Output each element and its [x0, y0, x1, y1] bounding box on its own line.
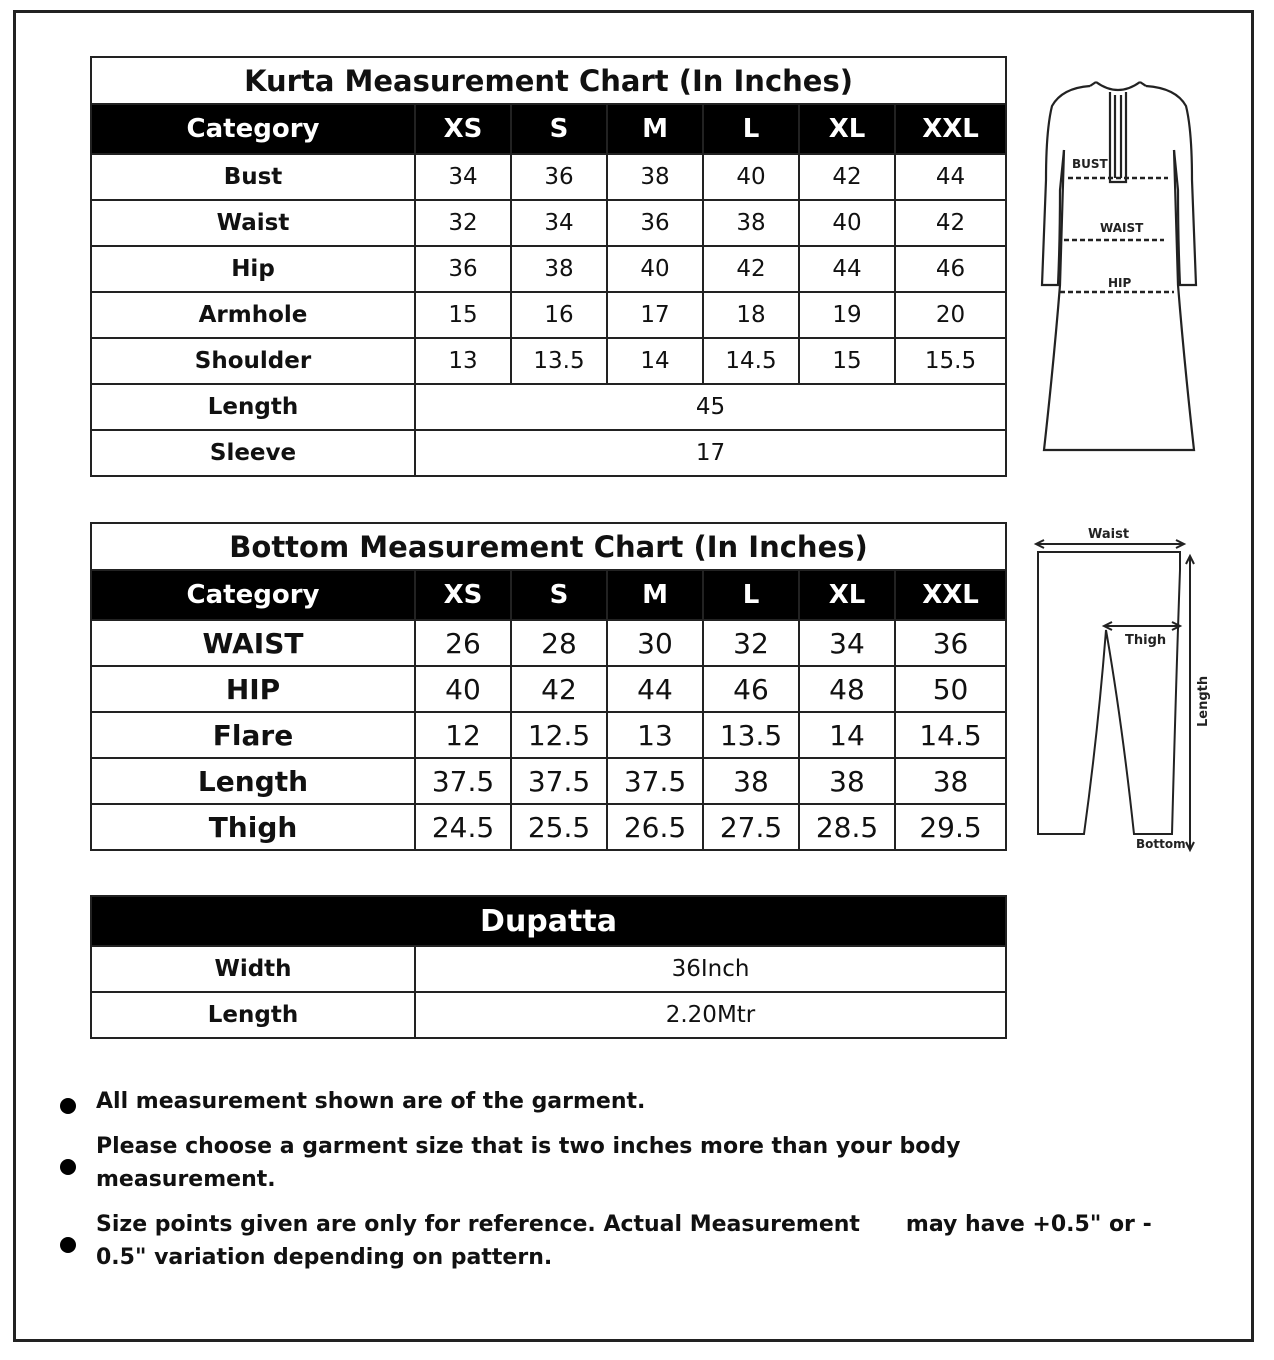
kurta-header-row	[91, 104, 1006, 154]
row-label: Bust	[91, 154, 415, 200]
note-line: 0.5" variation depending on pattern.	[96, 1245, 553, 1270]
table-cell: 46	[895, 246, 1006, 292]
table-cell: 42	[511, 666, 607, 712]
table-cell: 38	[511, 246, 607, 292]
table-cell: 28	[511, 620, 607, 666]
table-cell: 28.5	[799, 804, 895, 850]
bullet-icon	[60, 1098, 76, 1114]
dupatta-table	[90, 895, 1007, 1039]
table-row	[91, 200, 1006, 246]
table-row	[91, 758, 1006, 804]
row-label: Thigh	[91, 804, 415, 850]
header-cell: XS	[415, 570, 511, 620]
table-cell: 34	[415, 154, 511, 200]
kurta-measurement-table	[90, 56, 1007, 477]
table-row	[91, 384, 1006, 430]
bottom-diagram	[1030, 522, 1220, 857]
table-cell: 29.5	[895, 804, 1006, 850]
table-cell: 40	[415, 666, 511, 712]
table-cell: 36	[511, 154, 607, 200]
list-item	[56, 1130, 1036, 1196]
row-label: Length	[91, 992, 415, 1038]
table-cell: 12	[415, 712, 511, 758]
row-label: Armhole	[91, 292, 415, 338]
table-cell: 40	[799, 200, 895, 246]
kurta-diagram	[1030, 70, 1210, 460]
table-cell: 42	[799, 154, 895, 200]
table-cell: 38	[703, 200, 799, 246]
table-cell: 42	[895, 200, 1006, 246]
row-label: Hip	[91, 246, 415, 292]
table-cell: 37.5	[511, 758, 607, 804]
table-cell: 13	[415, 338, 511, 384]
notes-list	[56, 1085, 1152, 1286]
table-row	[91, 804, 1006, 850]
table-cell: 44	[895, 154, 1006, 200]
row-label: Shoulder	[91, 338, 415, 384]
header-cell: Category	[91, 104, 415, 154]
table-cell: 36	[895, 620, 1006, 666]
header-cell: XXL	[895, 104, 1006, 154]
bottom-measurement-table	[90, 522, 1007, 851]
hip-label: HIP	[1108, 276, 1132, 290]
header-cell: L	[703, 570, 799, 620]
table-row	[91, 992, 1006, 1038]
table-cell: 42	[703, 246, 799, 292]
table-cell: 44	[799, 246, 895, 292]
row-label: Sleeve	[91, 430, 415, 476]
table-row	[91, 338, 1006, 384]
table-cell: 20	[895, 292, 1006, 338]
header-cell: S	[511, 570, 607, 620]
row-label: Flare	[91, 712, 415, 758]
table-cell: 24.5	[415, 804, 511, 850]
table-cell: 14	[607, 338, 703, 384]
table-cell: 13.5	[511, 338, 607, 384]
table-row	[91, 246, 1006, 292]
table-cell: 38	[607, 154, 703, 200]
table-row	[91, 666, 1006, 712]
table-cell: 14.5	[895, 712, 1006, 758]
table-cell: 15.5	[895, 338, 1006, 384]
table-row	[91, 620, 1006, 666]
table-cell: 38	[799, 758, 895, 804]
table-cell: 46	[703, 666, 799, 712]
note-line: All measurement shown are of the garment.	[96, 1089, 646, 1114]
kurta-chart-title: Kurta Measurement Chart (In Inches)	[91, 57, 1006, 104]
table-cell: 17	[607, 292, 703, 338]
dupatta-title: Dupatta	[91, 896, 1006, 946]
table-cell: 44	[607, 666, 703, 712]
header-cell: XL	[799, 104, 895, 154]
table-cell: 34	[799, 620, 895, 666]
table-row	[91, 292, 1006, 338]
table-cell: 14	[799, 712, 895, 758]
header-cell: M	[607, 104, 703, 154]
note-line: Please choose a garment size that is two inches more than your body	[96, 1134, 961, 1159]
table-cell: 50	[895, 666, 1006, 712]
merged-cell: 36Inch	[415, 946, 1006, 992]
header-cell: M	[607, 570, 703, 620]
merged-cell: 45	[415, 384, 1006, 430]
table-cell: 15	[799, 338, 895, 384]
merged-cell: 17	[415, 430, 1006, 476]
table-cell: 30	[607, 620, 703, 666]
table-cell: 18	[703, 292, 799, 338]
bust-label: BUST	[1072, 157, 1108, 171]
list-item	[56, 1085, 1036, 1118]
header-cell: XXL	[895, 570, 1006, 620]
table-cell: 38	[703, 758, 799, 804]
row-label: Waist	[91, 200, 415, 246]
bullet-icon	[60, 1159, 76, 1175]
table-cell: 13.5	[703, 712, 799, 758]
table-cell: 40	[607, 246, 703, 292]
list-item	[56, 1208, 1152, 1274]
table-cell: 37.5	[607, 758, 703, 804]
table-cell: 34	[511, 200, 607, 246]
table-cell: 40	[703, 154, 799, 200]
table-cell: 36	[607, 200, 703, 246]
bottom-header-row	[91, 570, 1006, 620]
table-row	[91, 946, 1006, 992]
note-line: Size points given are only for reference. Actual Measurement may have +0.5" or -	[96, 1212, 1152, 1237]
table-row	[91, 430, 1006, 476]
waist-label: WAIST	[1100, 221, 1144, 235]
table-cell: 14.5	[703, 338, 799, 384]
table-cell: 19	[799, 292, 895, 338]
length-label: Length	[1196, 675, 1211, 727]
table-cell: 38	[895, 758, 1006, 804]
table-cell: 13	[607, 712, 703, 758]
bottom-label: Bottom	[1136, 837, 1186, 851]
table-row	[91, 712, 1006, 758]
table-cell: 12.5	[511, 712, 607, 758]
table-cell: 15	[415, 292, 511, 338]
header-cell: S	[511, 104, 607, 154]
note-line: measurement.	[96, 1167, 276, 1192]
table-cell: 48	[799, 666, 895, 712]
row-label: HIP	[91, 666, 415, 712]
row-label: Length	[91, 384, 415, 430]
table-cell: 32	[703, 620, 799, 666]
merged-cell: 2.20Mtr	[415, 992, 1006, 1038]
row-label: Length	[91, 758, 415, 804]
header-cell: XS	[415, 104, 511, 154]
bullet-icon	[60, 1237, 76, 1253]
header-cell: XL	[799, 570, 895, 620]
bottom-chart-title: Bottom Measurement Chart (In Inches)	[91, 523, 1006, 570]
waist-label: Waist	[1088, 527, 1130, 542]
table-cell: 16	[511, 292, 607, 338]
table-cell: 26.5	[607, 804, 703, 850]
row-label: Width	[91, 946, 415, 992]
thigh-label: Thigh	[1125, 633, 1167, 648]
table-cell: 26	[415, 620, 511, 666]
row-label: WAIST	[91, 620, 415, 666]
table-row	[91, 154, 1006, 200]
table-cell: 32	[415, 200, 511, 246]
header-cell: Category	[91, 570, 415, 620]
table-cell: 36	[415, 246, 511, 292]
table-cell: 27.5	[703, 804, 799, 850]
table-cell: 25.5	[511, 804, 607, 850]
table-cell: 37.5	[415, 758, 511, 804]
header-cell: L	[703, 104, 799, 154]
